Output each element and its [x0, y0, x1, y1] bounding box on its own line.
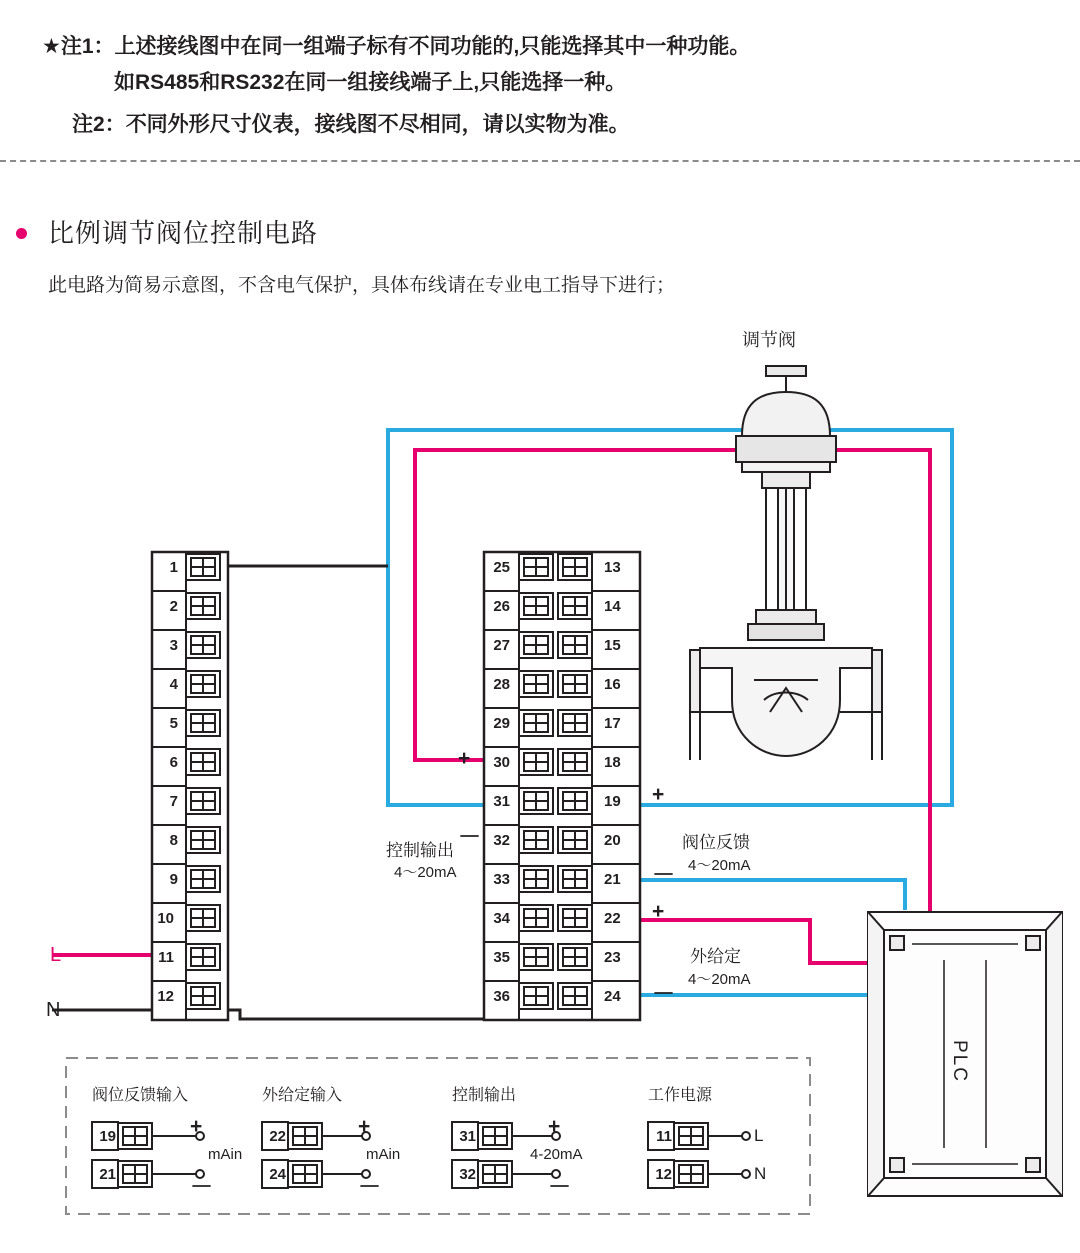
terminal-27: 27 [493, 637, 510, 654]
terminal-1: 1 [169, 559, 178, 576]
terminal-25: 25 [493, 559, 510, 576]
control-output-range: 4～20mA [394, 864, 457, 881]
legend-4-top-sign: L [754, 1126, 764, 1145]
valve-feedback-plus: + [652, 783, 665, 806]
note-1-text: 上述接线图中在同一组端子标有不同功能的,只能选择其中一种功能。 [114, 35, 751, 58]
page-title: 比例调节阀位控制电路 [48, 218, 319, 248]
terminal-7: 7 [169, 793, 178, 810]
terminal-36: 36 [493, 988, 510, 1005]
control-output-plus: + [458, 747, 471, 770]
terminal-33: 33 [493, 871, 510, 888]
legend-3-unit: 4-20mA [530, 1146, 583, 1163]
terminal-21: 21 [604, 871, 621, 888]
section-subtitle: 此电路为简易示意图，不含电气保护，具体布线请在专业电工指导下进行； [48, 275, 676, 296]
legend-1-bottom-terminal: 21 [99, 1166, 116, 1183]
note-2-text: 不同外形尺寸仪表，接线图不尽相同，请以实物为准。 [125, 113, 630, 136]
legend-4-bottom-terminal: 12 [655, 1166, 672, 1183]
terminal-34: 34 [493, 910, 510, 927]
legend-1-top-sign: + [190, 1115, 203, 1138]
legend-4-top-terminal: 11 [656, 1128, 672, 1145]
legend-4-bottom-sign: N [754, 1164, 767, 1183]
external-setpoint-range: 4～20mA [688, 971, 751, 988]
legend-3-top-terminal: 31 [459, 1128, 476, 1145]
terminal-14: 14 [604, 598, 621, 615]
terminal-6: 6 [169, 754, 178, 771]
legend-2-unit: mAin [366, 1146, 401, 1163]
terminal-13: 13 [604, 559, 621, 576]
terminal-12: 12 [157, 988, 174, 1005]
terminal-18: 18 [604, 754, 621, 771]
note-2-label: 注2： [72, 113, 126, 136]
terminal-32: 32 [493, 832, 510, 849]
terminal-15: 15 [604, 637, 621, 654]
legend-1-unit: mAin [208, 1146, 243, 1163]
terminal-29: 29 [493, 715, 510, 732]
terminal-20: 20 [604, 832, 621, 849]
external-setpoint-title: 外给定 [690, 947, 741, 966]
terminal-23: 23 [604, 949, 621, 966]
terminal-28: 28 [493, 676, 510, 693]
legend-3-bottom-terminal: 32 [459, 1166, 476, 1183]
terminal-5: 5 [169, 715, 178, 732]
legend-3-bottom-sign: － [548, 1173, 571, 1199]
external-setpoint-plus: + [652, 900, 665, 923]
plc-label: PLC [949, 1040, 970, 1083]
legend-title-2: 外给定输入 [262, 1087, 343, 1104]
terminal-16: 16 [604, 676, 621, 693]
note-1-label: ★注1： [42, 35, 115, 58]
valve-feedback-minus: － [652, 861, 675, 887]
valve-feedback-title: 阀位反馈 [682, 833, 750, 852]
control-valve-graphic [690, 366, 882, 760]
terminal-26: 26 [493, 598, 510, 615]
terminal-10: 10 [157, 910, 174, 927]
terminal-8: 8 [169, 832, 178, 849]
terminal-9: 9 [169, 871, 178, 888]
legend-1-top-terminal: 19 [99, 1128, 116, 1145]
terminal-11: 11 [158, 949, 174, 966]
mains-live-label: L [50, 944, 62, 966]
mains-neutral-label: N [46, 999, 61, 1021]
legend-2-bottom-sign: － [358, 1173, 381, 1199]
terminal-4: 4 [169, 676, 178, 693]
legend-2-top-terminal: 22 [269, 1128, 286, 1145]
terminal-35: 35 [493, 949, 510, 966]
legend-2-bottom-terminal: 24 [269, 1166, 286, 1183]
legend-title-1: 阀位反馈输入 [92, 1087, 189, 1104]
terminal-2: 2 [169, 598, 178, 615]
legend-1-bottom-sign: － [190, 1173, 213, 1199]
legend-3-top-sign: + [548, 1115, 561, 1138]
legend-title-3: 控制输出 [452, 1087, 517, 1104]
terminal-24: 24 [604, 988, 621, 1005]
control-output-minus: － [458, 823, 481, 849]
terminal-31: 31 [493, 793, 510, 810]
control-output-title: 控制输出 [386, 841, 454, 860]
note-1-text-2: 如RS485和RS232在同一组接线端子上,只能选择一种。 [114, 71, 627, 94]
terminal-30: 30 [493, 754, 510, 771]
terminal-17: 17 [604, 715, 621, 732]
terminal-22: 22 [604, 910, 621, 927]
legend-title-4: 工作电源 [648, 1087, 713, 1104]
valve-feedback-range: 4～20mA [688, 857, 751, 874]
valve-label: 调节阀 [742, 330, 796, 350]
terminal-19: 19 [604, 793, 621, 810]
legend-2-top-sign: + [358, 1115, 371, 1138]
terminal-3: 3 [169, 637, 178, 654]
external-setpoint-minus: － [652, 980, 675, 1006]
